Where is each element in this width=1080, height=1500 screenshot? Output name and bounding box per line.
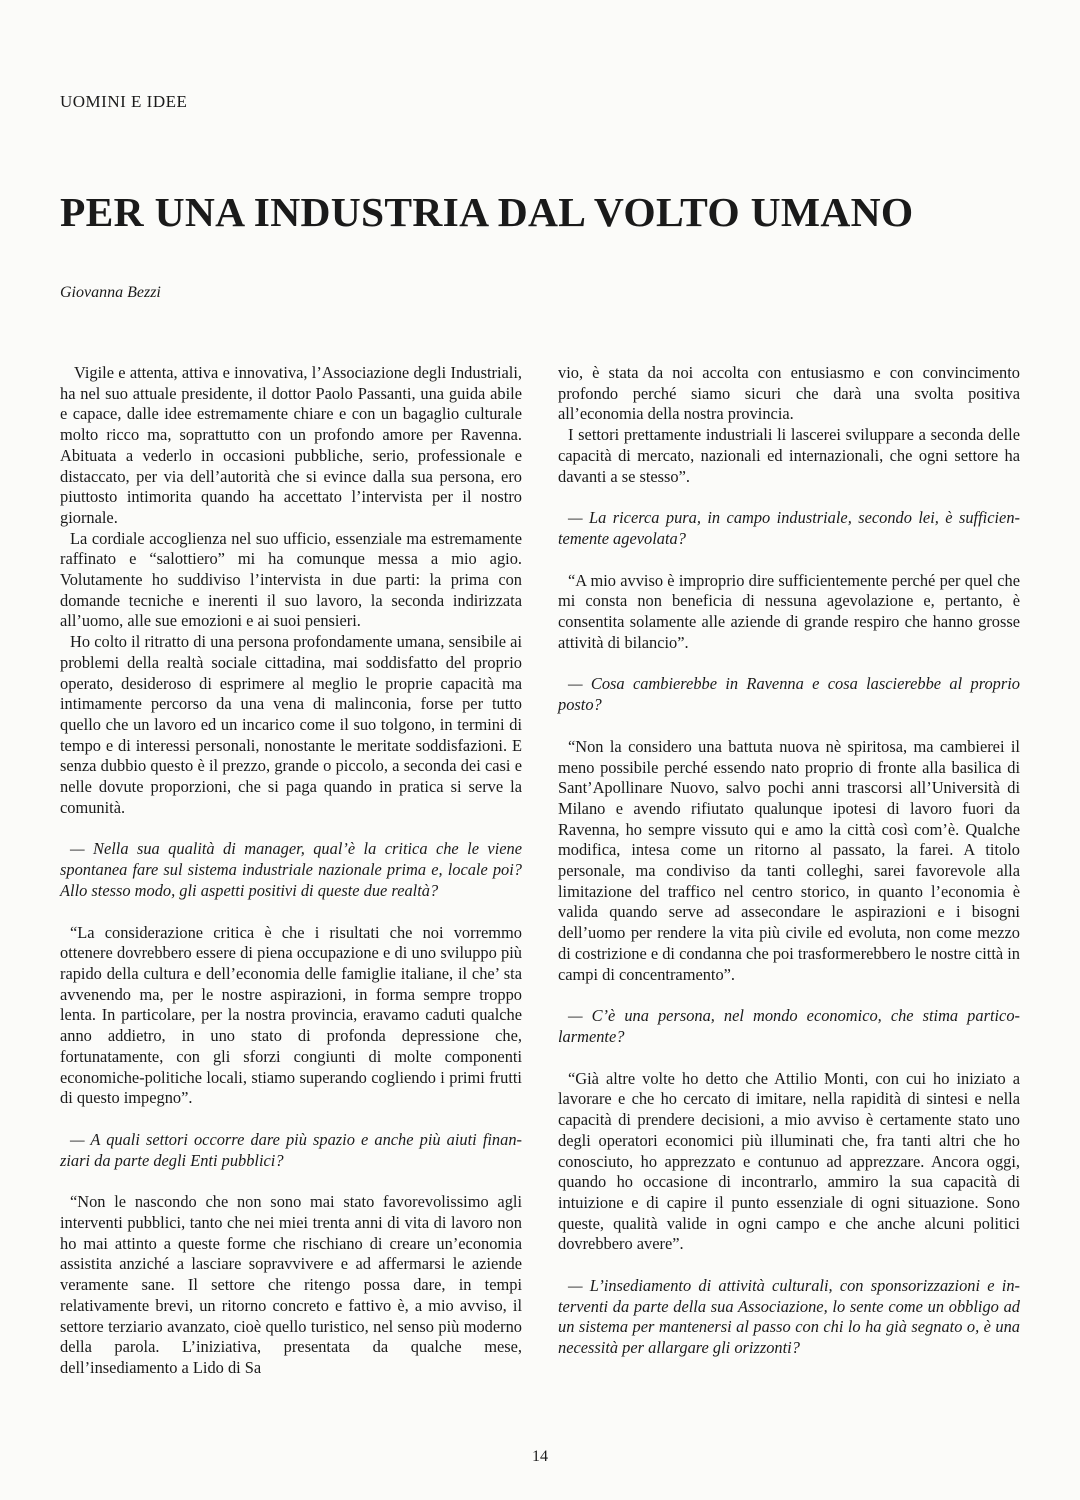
- intro-paragraph-2: La cordiale accoglienza nel suo ufficio, essenziale ma estremamente raffinato e “salottiero” mi ha comunque messa a mio agio. Volutamente ho suddiviso l’intervista in due parti: la prima con domande tecniche e inerenti il suo lavoro, la seconda indirizzata all’uomo, alle sue emozioni e ai suoi pensieri.: [60, 528, 522, 631]
- answer-3: “A mio avviso è improprio dire sufficientemente perché per quel che mi consta non beneficia di nessuna agevolazione e, pertanto, è consentita solamente alle aziende di grande respiro che hanno grosse attività di bilancio”.: [558, 570, 1020, 652]
- intro-paragraph-3: Ho colto il ritratto di una persona profondamente umana, sensibile ai problemi della realtà sociale cittadina, mai soddisfatto del proprio operato, desideroso di esprimere al meglio le proprie capacità ma intimamente percorso da una vena di malinconia, forse per tutto quello che un lavoro ed un incarico come il suo tolgono, in termini di tempo e di interessi personali, nonostante le meritate soddisfazioni. E senza dubbio questo è il prezzo, grande o piccolo, a seconda dei casi e nelle dovute proporzioni, che si paga quando in pratica si serve la comunità.: [60, 632, 522, 817]
- article-author: Giovanna Bezzi: [60, 284, 161, 301]
- answer-2-paragraph-2: I settori prettamente industriali li lascerei sviluppare a seconda delle capacità di mercato, nazionali ed internazionali, che ogni settore ha davanti a se stesso”.: [558, 425, 1020, 486]
- question-5: — C’è una persona, nel mondo economico, che stima particolarmente?: [558, 1006, 1020, 1046]
- answer-5: “Già altre volte ho detto che Attilio Monti, con cui ho iniziato a lavorare e che ho cercato di imitare, nella rapidità di sintesi e nella capacità di prendere decisioni, a mio avviso è certamente stato uno degli operatori economici più illuminati che, fra tanti altri che ho conosciuto, ho apprezzato e contunuo ad apprezzare. Ancora oggi, quando ho occasione di incontrarlo, ammiro la sua capacità di intuizione e di capire il punto essenziale di ogni situazione. Sono queste, qualità valide in ogni campo e che anche alcuni politici dovrebbero avere”.: [558, 1068, 1020, 1254]
- answer-4: “Non la considero una battuta nuova nè spiritosa, ma cambierei il meno possibile perché essendo nato proprio di fronte alla basilica di Sant’Apollinare Nuovo, salvo pochi anni trascorsi all’Università di Milano e avendo rifiutato qualunque ipotesi di lavoro fuori da Ravenna, ho sempre vissuto qui e amo la città così com’è. Qualche modifica, intesa come un ritorno al passato, la farei. A titolo personale, ma condiviso da tanti colleghi, sarei favorevole alla limitazione del traffico nel centro storico, in quanto l’economia è valida quando serve ad assecondare le aspirazioni e i bisogni dell’uomo per rendere la vita più civile ed evoluta, non come mezzo di costrizione e di condanna che poi trasformerebbero le nostre città in campi di concentramento”.: [558, 736, 1020, 984]
- question-4: — Cosa cambierebbe in Ravenna e cosa lascierebbe al proprio posto?: [558, 674, 1020, 715]
- right-column: [558, 363, 1020, 1380]
- intro-paragraph-1: Vigile e attenta, attiva e innovativa, l’Associazione degli Industriali, ha nel suo attuale presidente, il dottor Paolo Passanti, una guida abile e capace, dalle idee estremamente chiare e con un bagaglio culturale molto ricco ma, soprattutto con un profondo amore per Ravenna. Abituata a vederlo in occasioni pubbliche, serio, professionale e distaccato, per via dell’autorità che si evince dalla sua persona, ero piuttosto intimorita quando ha accettato l’intervista per il nostro giornale.: [60, 363, 522, 527]
- question-3: — La ricerca pura, in campo industriale, secondo lei, è sufficientemente agevolata?: [558, 508, 1020, 548]
- question-2: — A quali settori occorre dare più spazio e anche più aiuti finanziari da parte degli Enti pubblici?: [60, 1129, 522, 1170]
- section-label: UOMINI E IDEE: [60, 92, 188, 111]
- answer-2: “Non le nascondo che non sono mai stato favorevolissimo agli interventi pubblici, tanto che nei miei trenta anni di vita di lavoro non ho mai attinto a queste forme che rischiano di creare un’economia assistita anziché a lasciare sopravvivere e ad affermarsi le aziende veramente sane. Il settore che ritengo possa dare, in tempi relativamente brevi, un ritorno concreto e fattivo è, a mio avviso, il settore terziario avanzato, cioè quello turistico, nel senso più moderno della parola. L’iniziativa, presentata da qualche mese, dell’insediamento a Lido di Sa: [60, 1192, 522, 1377]
- question-1: — Nella sua qualità di manager, qual’è la critica che le viene spontanea fare sul sistema industriale nazionale prima e, locale poi? Allo stesso modo, gli aspetti positivi di queste due realtà?: [60, 839, 522, 900]
- answer-2-continued: vio, è stata da noi accolta con entusiasmo e con convincimento profondo perché siamo sicuri che darà una svolta positiva all’economia della nostra provincia.: [558, 363, 1020, 424]
- question-6: — L’insediamento di attività culturali, con sponsorizzazioni e interventi da parte della sua Associazione, lo sente come un obbligo ad un sistema per mantenersi al passo con chi lo ha già segnato o, è una necessità per allargare gli orizzonti?: [558, 1276, 1020, 1358]
- page-number: 14: [532, 1448, 548, 1465]
- left-column: [60, 363, 522, 1379]
- article-title: PER UNA INDUSTRIA DAL VOLTO UMANO: [60, 189, 914, 235]
- answer-1: “La considerazione critica è che i risultati che noi vorremmo ottenere dovrebbero essere di piena occupazione e di uno sviluppo più rapido della cultura e dell’economia delle famiglie italiane, il che’ sta avvenendo ma, per le nostre aspirazioni, in forma sempre troppo lenta. In particolare, per la nostra provincia, eravamo caduti qualche anno addietro, in uno stato di profonda depressione che, fortunatamente, con gli sforzi congiunti di molte componenti economiche-politiche locali, stiamo superando cogliendo i primi frutti di questo impegno”.: [60, 922, 522, 1108]
